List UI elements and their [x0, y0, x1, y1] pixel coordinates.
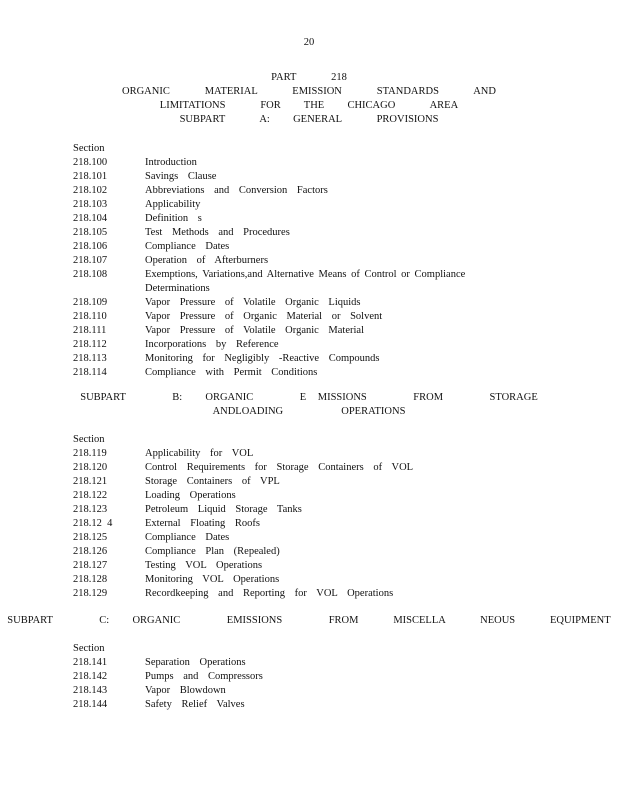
section-title: Compliance Plan (Repealed) [145, 546, 280, 557]
section-title: Compliance Dates [145, 532, 230, 543]
toc-row [73, 670, 263, 684]
section-title: Petroleum Liquid Storage Tanks [145, 504, 302, 515]
section-number: 218.141 [73, 657, 108, 668]
section-number: 218.103 [73, 199, 108, 210]
section-title: Introduction [145, 157, 197, 168]
section-number: 218.106 [73, 241, 108, 252]
section-title: Operation of Afterburners [145, 255, 269, 266]
toc-row [73, 184, 465, 198]
section-title-continuation: Determinations [145, 283, 210, 294]
toc-row [73, 156, 465, 170]
page-number: 20 [303, 37, 315, 48]
section-title: Vapor Pressure of Organic Material or Solvent [145, 311, 383, 322]
toc-row [73, 310, 465, 324]
toc-row [73, 366, 465, 380]
section-title: Monitoring VOL Operations [145, 574, 280, 585]
section-number: 218.123 [73, 504, 108, 515]
subpart-b-heading: SUBPART B: ORGANIC E MISSIONS FROM STORAGE [80, 392, 538, 403]
subpart-b-heading-line2: ANDLOADING OPERATIONS [212, 406, 406, 417]
section-title: Loading Operations [145, 490, 236, 501]
section-number: 218.142 [73, 671, 108, 682]
section-title: Vapor Pressure of Volatile Organic Liquids [145, 297, 361, 308]
toc-row [73, 170, 465, 184]
section-label: Section [73, 434, 105, 445]
subpart-a-heading: SUBPART A: GENERAL PROVISIONS [179, 114, 439, 125]
section-number: 218.144 [73, 699, 108, 710]
section-number: 218.114 [73, 367, 107, 378]
section-number: 218.125 [73, 532, 108, 543]
section-number: 218.119 [73, 448, 107, 459]
toc-row [73, 212, 465, 226]
section-number: 218.102 [73, 185, 108, 196]
section-number: 218.112 [73, 339, 107, 350]
section-title: Safety Relief Valves [145, 699, 245, 710]
section-number: 218.129 [73, 588, 108, 599]
toc-row [73, 268, 465, 282]
section-title: Applicability [145, 199, 201, 210]
toc-row [73, 587, 413, 601]
toc-row-continuation [73, 282, 465, 296]
section-number: 218.105 [73, 227, 108, 238]
section-title: Test Methods and Procedures [145, 227, 290, 238]
section-number: 218.143 [73, 685, 108, 696]
toc-row [73, 517, 413, 531]
section-title: Savings Clause [145, 171, 217, 182]
subpart-a-toc [73, 156, 465, 380]
section-label: Section [73, 143, 105, 154]
section-number: 218.100 [73, 157, 108, 168]
toc-row [73, 461, 413, 475]
toc-row [73, 352, 465, 366]
section-number: 218.110 [73, 311, 107, 322]
toc-row [73, 656, 263, 670]
toc-row [73, 503, 413, 517]
toc-row [73, 198, 465, 212]
toc-row [73, 489, 413, 503]
toc-row [73, 338, 465, 352]
subpart-b-toc [73, 447, 413, 601]
section-number: 218.104 [73, 213, 108, 224]
toc-row [73, 240, 465, 254]
section-number: 218.121 [73, 476, 108, 487]
subpart-c-toc [73, 656, 263, 712]
section-title: Monitoring for Negligibly -Reactive Compounds [145, 353, 380, 364]
section-number: 218.113 [73, 353, 107, 364]
toc-row [73, 698, 263, 712]
toc-row [73, 324, 465, 338]
section-number: 218.108 [73, 269, 108, 280]
section-number: 218.126 [73, 546, 108, 557]
section-title: Compliance with Permit Conditions [145, 367, 318, 378]
section-number: 218.111 [73, 325, 107, 336]
section-number: 218.107 [73, 255, 108, 266]
toc-row [73, 573, 413, 587]
section-number: 218.120 [73, 462, 108, 473]
part-title-line1: ORGANIC MATERIAL EMISSION STANDARDS AND [122, 86, 496, 97]
section-title: Abbreviations and Conversion Factors [145, 185, 328, 196]
section-number: 218.128 [73, 574, 108, 585]
section-title: Testing VOL Operations [145, 560, 263, 571]
section-title: Recordkeeping and Reporting for VOL Operations [145, 588, 394, 599]
section-number: 218.127 [73, 560, 108, 571]
section-title: Storage Containers of VPL [145, 476, 280, 487]
section-title: Compliance Dates [145, 241, 230, 252]
toc-row [73, 559, 413, 573]
section-title: Incorporations by Reference [145, 339, 279, 350]
section-title: Vapor Blowdown [145, 685, 226, 696]
section-title: External Floating Roofs [145, 518, 260, 529]
section-title: Separation Operations [145, 657, 246, 668]
section-title: Exemptions, Variations,and Alternative Means of Control or Compliance [145, 269, 466, 280]
section-title: Control Requirements for Storage Containers of VOL [145, 462, 414, 473]
toc-row [73, 475, 413, 489]
section-title: Applicability for VOL [145, 448, 254, 459]
section-number: 218.109 [73, 297, 108, 308]
section-number: 218.101 [73, 171, 108, 182]
section-title: Definition s [145, 213, 202, 224]
toc-row [73, 684, 263, 698]
section-title: Vapor Pressure of Volatile Organic Material [145, 325, 364, 336]
section-title: Pumps and Compressors [145, 671, 263, 682]
part-title-line2: LIMITATIONS FOR THE CHICAGO AREA [159, 100, 459, 111]
subpart-c-heading: SUBPART C: ORGANIC EMISSIONS FROM MISCELLA NEOUS EQUIPMENT [7, 615, 611, 626]
section-number: 218.122 [73, 490, 108, 501]
section-label: Section [73, 643, 105, 654]
toc-row [73, 254, 465, 268]
toc-row [73, 531, 413, 545]
toc-row [73, 447, 413, 461]
section-number: 218.12 4 [73, 518, 113, 529]
toc-row [73, 296, 465, 310]
toc-row [73, 545, 413, 559]
part-heading: PART 218 [271, 72, 347, 83]
toc-row [73, 226, 465, 240]
